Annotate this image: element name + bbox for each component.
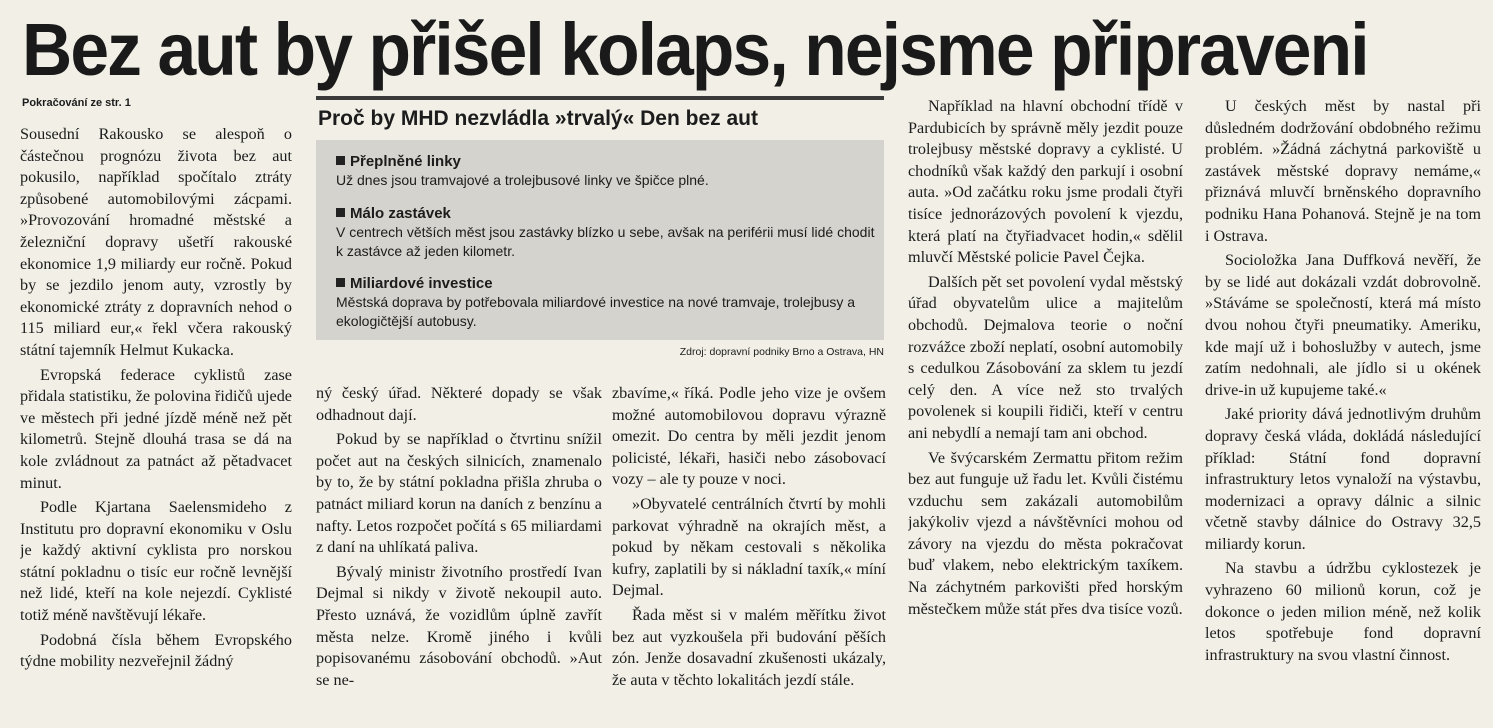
sidebar-source: Zdroj: dopravní podniky Brno a Ostrava, HN (679, 346, 884, 358)
sidebar-item-heading: Přeplněné linky (350, 153, 461, 170)
sidebar-item-heading: Miliardové investice (350, 275, 493, 292)
paragraph: zbavíme,« říká. Podle jeho vize je ovšem možné automobilovou dopravu výrazně omezit. Do centra by měli jezdit jenom policisté, lékaři, hasiči nebo zásobovací vozy – ale ty pouze v noci. (612, 384, 886, 489)
paragraph: Jaké priority dává jednotlivým druhům dopravy česká vláda, dokládá následující příklad: Státní fond dopravní infrastruktury letos vynaloží na výstavbu, modernizaci a opravy dálnic a silnic včetně stavby dálnice do Ostravy 32,5 miliardy korun. (1205, 405, 1481, 553)
square-bullet-icon (336, 156, 345, 165)
paragraph: Pokud by se například o čtvrtinu snížil počet aut na českých silnicích, znamenalo by to, že by státní pokladna přišla zhruba o patnáct miliard korun na daních z benzínu a nafty. Letos rozpočet počítá s 65 miliardami z daní na uhlíkatá paliva. (316, 430, 602, 557)
sidebar-item-heading: Málo zastávek (350, 205, 451, 222)
sidebar-item-text: Už dnes jsou tramvajové a trolejbusové linky ve špičce plné. (336, 172, 709, 188)
article-column-3 (612, 383, 886, 723)
paragraph: ný český úřad. Některé dopady se však odhadnout dají. (316, 384, 602, 424)
sidebar-content (316, 140, 884, 340)
sidebar-item-text: V centrech větších měst jsou zastávky blízko u sebe, avšak na periférii musí lidé chodit k zastávce až jeden kilometr. (336, 224, 875, 259)
article-column-5 (1205, 96, 1481, 724)
paragraph: Ve švýcarském Zermattu přitom režim bez aut funguje už řadu let. Kvůli čistému vzduchu sem zakázali automobilům jakýkoliv vjezd a návštěvníci mohou od závory na vjezdu do města pokračovat buď vlakem, nebo elektrickým taxíkem. Na záchytném parkovišti před horským městečkem může stát přes dva tisíce vozů. (908, 448, 1183, 618)
sidebar-item (336, 152, 876, 190)
article-column-4 (908, 96, 1183, 724)
headline: Bez aut by přišel kolaps, nejsme připraveni (22, 8, 1368, 91)
paragraph: Řada měst si v malém měřítku život bez aut vyzkoušela při budování pěších zón. Jenže dosavadní zkušenosti ukázaly, že auta v těchto lokalitách jezdí stále. (612, 605, 886, 689)
paragraph: Podobná čísla během Evropského týdne mobility nezveřejnil žádný (20, 630, 292, 671)
paragraph: Socioložka Jana Duffková nevěří, že by se lidé aut dokázali vzdát dobrovolně. »Stáváme se společností, která má místo dvou nohou čtyři pneumatiky. Ameriku, kde mají už i bohoslužby v autech, jsme zatím nedohnali, ale jídlo si u okének drive-in už kupujeme také.« (1205, 251, 1481, 399)
article-column-2 (316, 383, 602, 723)
sidebar-title: Proč by MHD nezvládla »trvalý« Den bez aut (316, 100, 884, 137)
article-column-1 (20, 124, 292, 724)
square-bullet-icon (336, 208, 345, 217)
continuation-note: Pokračování ze str. 1 (22, 97, 131, 109)
sidebar-item (336, 204, 876, 261)
sidebar-item (336, 274, 876, 331)
paragraph: Evropská federace cyklistů zase přidala statistiku, že polovina řidičů ujede ve městech při jedné jízdě méně než pět kilometrů. Stejně dlouhá trasa se dá na kole zvládnout za patnáct až pětadvacet minut. (20, 365, 292, 492)
paragraph: Bývalý ministr životního prostředí Ivan Dejmal si nikdy v životě nekoupil auto. Přesto uznává, že vozidlům úplně zavřít města nelze. Kromě jiného i kvůli popisovanému zásobování obchodů. »Aut se ne- (316, 562, 602, 689)
paragraph: Dalších pět set povolení vydal městský úřad obyvatelům ulice a majitelům obchodů. Dejmalova teorie o noční rozvážce zboží neplatí, osobní automobily s cedulkou Zásobování za sklem tu jezdí celý den. A více než sto trvalých povolenek si koupili řidiči, kteří v centru ani nebydlí a nemají tam ani obchod. (908, 272, 1183, 442)
paragraph: Na stavbu a údržbu cyklostezek je vyhrazeno 60 milionů korun, což je dokonce o jeden milion méně, než kolik letos spotřebuje fond dopravní infrastruktury na svou vlastní činnost. (1205, 559, 1481, 664)
paragraph: Sousední Rakousko se alespoň o částečnou prognózu života bez aut pokusilo, například spočítalo ztráty způsobené automobilovými zácpami. »Provozování hromadné městské a železniční dopravy ušetří rakouské ekonomice 1,9 miliardy eur ročně. Pokud by se jezdilo jenom auty, vzrostly by ekonomické ztráty z dopravních nehod o 115 miliard eur,« řekl včera rakouský státní tajemník Helmut Kukacka. (20, 125, 292, 359)
paragraph: U českých měst by nastal při důsledném dodržování obdobného režimu problém. »Žádná záchytná parkoviště u zastávek městské dopravy nemáme,« přiznává mluvčí brněnského dopravního podniku Hana Pohanová. Stejně je na tom i Ostrava. (1205, 97, 1481, 245)
sidebar-box (316, 96, 884, 368)
paragraph: Například na hlavní obchodní třídě v Pardubicích by správně měly jezdit pouze trolejbusy městské dopravy a cyklisté. U chodníků však každý den parkují i osobní auta. »Od začátku roku jsme prodali čtyři tisíce jednorázových povolení k vjezdu, která platí na čtyřiadvacet hodin,« sdělil mluvčí Městské policie Pavel Čejka. (908, 97, 1183, 267)
paragraph: »Obyvatelé centrálních čtvrtí by mohli parkovat výhradně na okrajích měst, a pokud by někam cestovali s několika kufry, zaplatili by si nákladní taxík,« míní Dejmal. (612, 494, 886, 600)
square-bullet-icon (336, 278, 345, 287)
sidebar-item-text: Městská doprava by potřebovala miliardové investice na nové tramvaje, trolejbusy a ekologičtější autobusy. (336, 294, 856, 329)
paragraph: Podle Kjartana Saelensmideho z Institutu pro dopravní ekonomiku v Oslu je každý aktivní cyklista pro norskou státní pokladnu o tisíc eur ročně levnější než lidé, kteří na kole nejezdí. Cyklisté totiž méně navštěvují lékaře. (20, 498, 292, 625)
